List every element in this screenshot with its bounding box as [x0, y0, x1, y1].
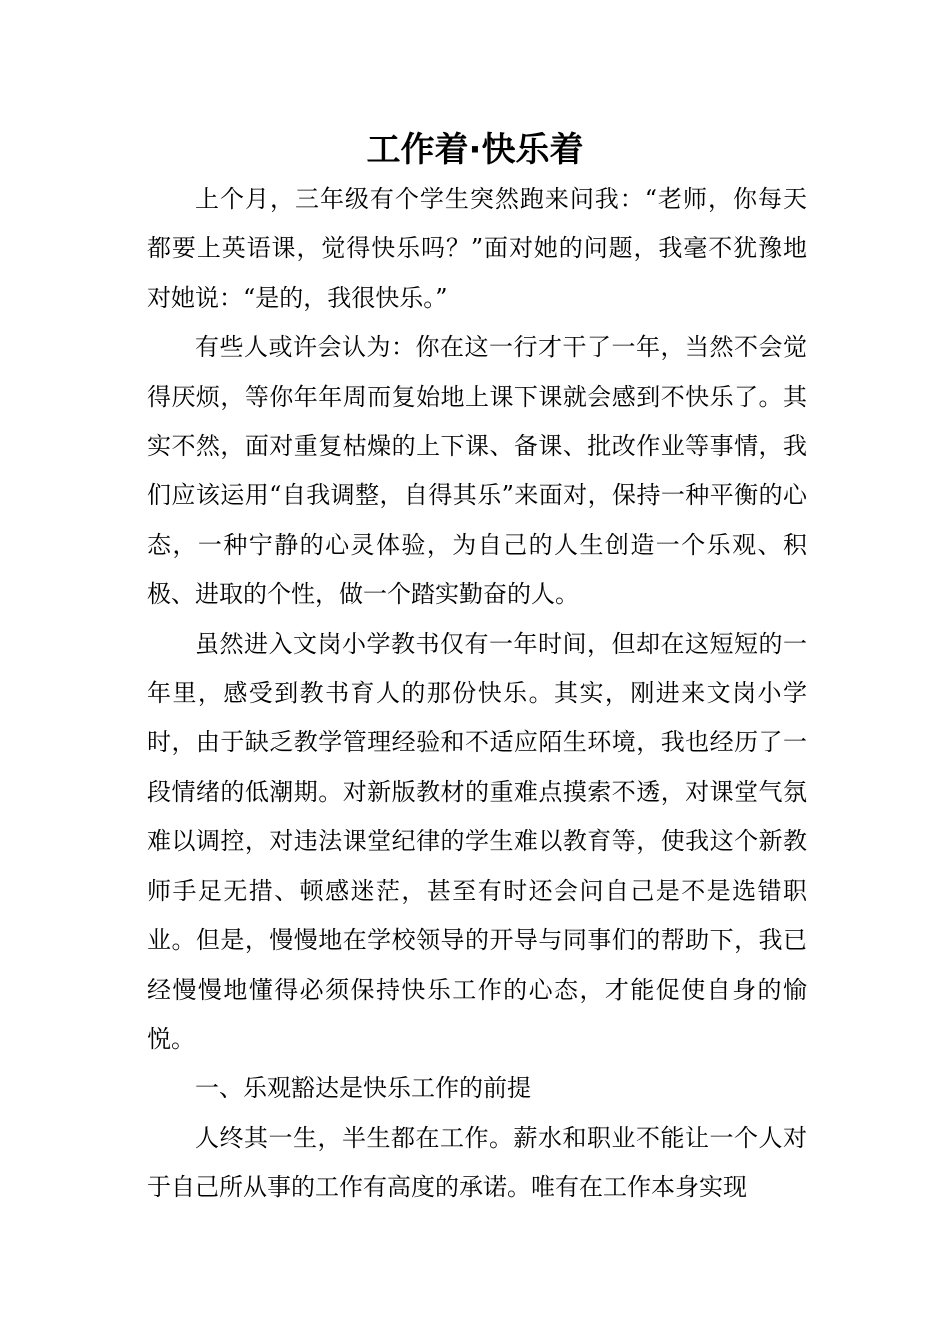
document-title: 工作着·快乐着 [366, 130, 584, 170]
paragraph-1: 上个月，三年级有个学生突然跑来问我：“老师，你每天都要上英语课，觉得快乐吗？”面对她的问题，我毫不犹豫地对她说：“是的，我很快乐。” [147, 185, 807, 312]
document-body [147, 175, 807, 1213]
paragraph-2: 有些人或许会认为：你在这一行才干了一年，当然不会觉得厌烦，等你年年周而复始地上课下课就会感到不快乐了。其实不然，面对重复枯燥的上下课、备课、批改作业等事情，我们应该运用“自我调整，自得其乐”来面对，保持一种平衡的心态，一种宁静的心灵体验，为自己的人生创造一个乐观、积极、进取的个性，做一个踏实勤奋的人。 [147, 333, 807, 609]
paragraph-3: 虽然进入文岗小学教书仅有一年时间，但却在这短短的一年里，感受到教书育人的那份快乐。其实，刚进来文岗小学时，由于缺乏教学管理经验和不适应陌生环境，我也经历了一段情绪的低潮期。对新版教材的重难点摸索不透，对课堂气氛难以调控，对违法课堂纪律的学生难以教育等，使我这个新教师手足无措、顿感迷茫，甚至有时还会问自己是不是选错职业。但是，慢慢地在学校领导的开导与同事们的帮助下，我已经慢慢地懂得必须保持快乐工作的心态，才能促使自身的愉悦。 [147, 629, 807, 1053]
paragraph-4: 人终其一生，半生都在工作。薪水和职业不能让一个人对于自己所从事的工作有高度的承诺。唯有在工作本身实现 [147, 1123, 807, 1202]
section-heading: 一、乐观豁达是快乐工作的前提 [195, 1074, 531, 1103]
